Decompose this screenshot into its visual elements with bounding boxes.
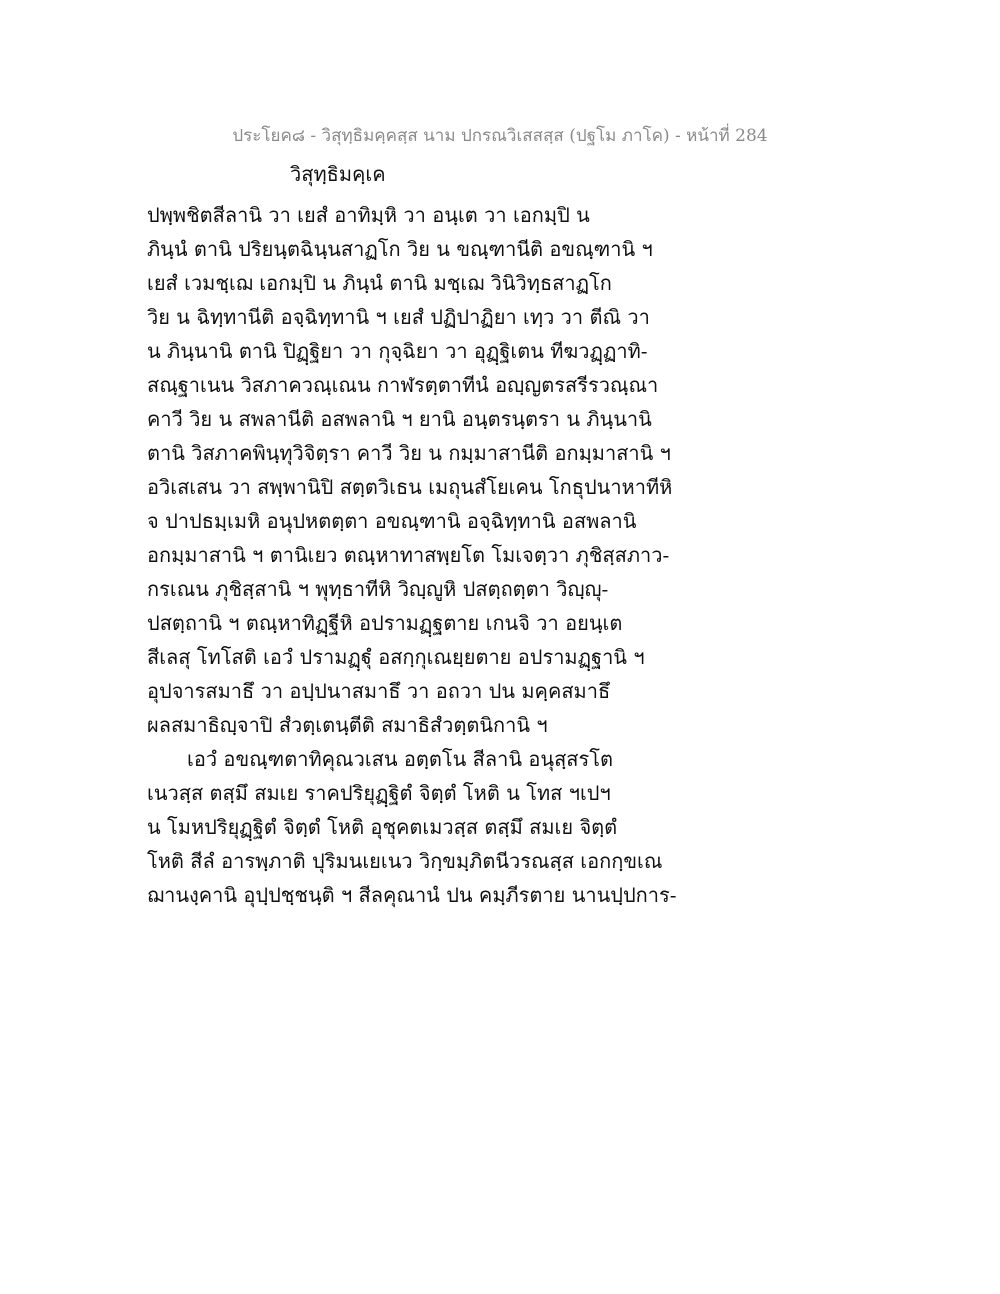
text-line: สีเลสุ โทโสติ เอวํ ปรามฏฺฐุํ อสกฺกุเณยฺยตาย อปรามฏฺฐานิ ฯ [147,645,645,669]
text-line: ภินฺนํ ตานิ ปริยนฺตฉินฺนสาฏโก วิย น ขณฺฑานีติ อขณฺฑานิ ฯ [147,237,653,261]
text-line: สณฺฐาเนน วิสภาควณฺเณน กาฬรตฺตาทีนํ อญฺญตรสรีรวณฺณา [147,373,659,397]
text-line: โหติ สีลํ อารพฺภาติ ปุริมนเยเนว วิกฺขมฺภิตนีวรณสฺส เอกกฺขเณ [147,849,663,873]
text-line: จ ปาปธมฺเมหิ อนุปหตตฺตา อขณฺฑานิ อจฺฉิทฺทานิ อสพลานิ [147,509,637,533]
text-line: วิย น ฉิทฺทานีติ อจฺฉิทฺทานิ ฯ เยสํ ปฏิปาฏิยา เทฺว วา ตีณิ วา [147,305,650,329]
body-text [147,198,707,912]
text-line: กรเณน ภุชิสฺสานิ ฯ พุทฺธาทีหิ วิญฺญูหิ ปสตฺถตฺตา วิญฺญุ- [147,577,609,601]
text-line: ผลสมาธิญฺจาปิ สํวตฺเตนฺตีติ สมาธิสํวตฺตนิกานิ ฯ [147,713,548,737]
text-line: เนวสฺส ตสฺมึ สมเย ราคปริยุฏฺฐิตํ จิตฺตํ โหติ น โทส ฯเปฯ [147,781,611,805]
text-line: ปพฺพชิตสีลานิ วา เยสํ อาทิมฺหิ วา อนฺเต วา เอกมฺปิ น [147,203,590,227]
text-line: คาวี วิย น สพลานีติ อสพลานิ ฯ ยานิ อนฺตรนฺตรา น ภินฺนานิ [147,407,652,431]
text-line: อกมฺมาสานิ ฯ ตานิเยว ตณฺหาทาสพฺยโต โมเจตฺวา ภุชิสฺสภาว- [147,543,670,567]
text-line: น โมหปริยุฏฺฐิตํ จิตฺตํ โหติ อุชุคตเมวสฺส ตสฺมึ สมเย จิตฺตํ [147,815,618,839]
text-line: ตานิ วิสภาคพินฺทุวิจิตฺรา คาวี วิย น กมฺมาสานีติ อกมฺมาสานิ ฯ [147,441,671,465]
running-header: ประโยค๘ - วิสุทฺธิมคฺคสฺส นาม ปกรณวิเสสสฺส (ปฐโม ภาโค) - หน้าที่ 284 [232,126,768,146]
text-line: อุปจารสมาธึ วา อปฺปนาสมาธึ วา อถวา ปน มคฺคสมาธึ [147,679,611,703]
text-line: อวิเสเสน วา สพฺพานิปิ สตฺตวิเธน เมถุนสํโยเคน โกธุปนาหาทีหิ [147,475,673,499]
text-line: ปสตฺถานิ ฯ ตณฺหาทิฏฺฐีหิ อปรามฏฺฐตาย เกนจิ วา อยนฺเต [147,611,623,635]
paragraph-start-line: เอวํ อขณฺฑตาทิคุณวเสน อตฺตโน สีลานิ อนุสฺสรโต [187,747,613,771]
chapter-title: วิสุทฺธิมคฺเค [290,162,386,186]
text-line: น ภินฺนานิ ตานิ ปิฏฺฐิยา วา กุจฺฉิยา วา อุฏฺฐิเตน ทีฆวฏฺฏาทิ- [147,339,648,363]
text-line: ฌานงฺคานิ อุปฺปชฺชนฺติ ฯ สีลคุณานํ ปน คมฺภีรตาย นานปฺปการ- [147,883,677,907]
text-line: เยสํ เวมชฺเฌ เอกมฺปิ น ภินฺนํ ตานิ มชฺเฌ วินิวิทฺธสาฏโก [147,271,612,295]
